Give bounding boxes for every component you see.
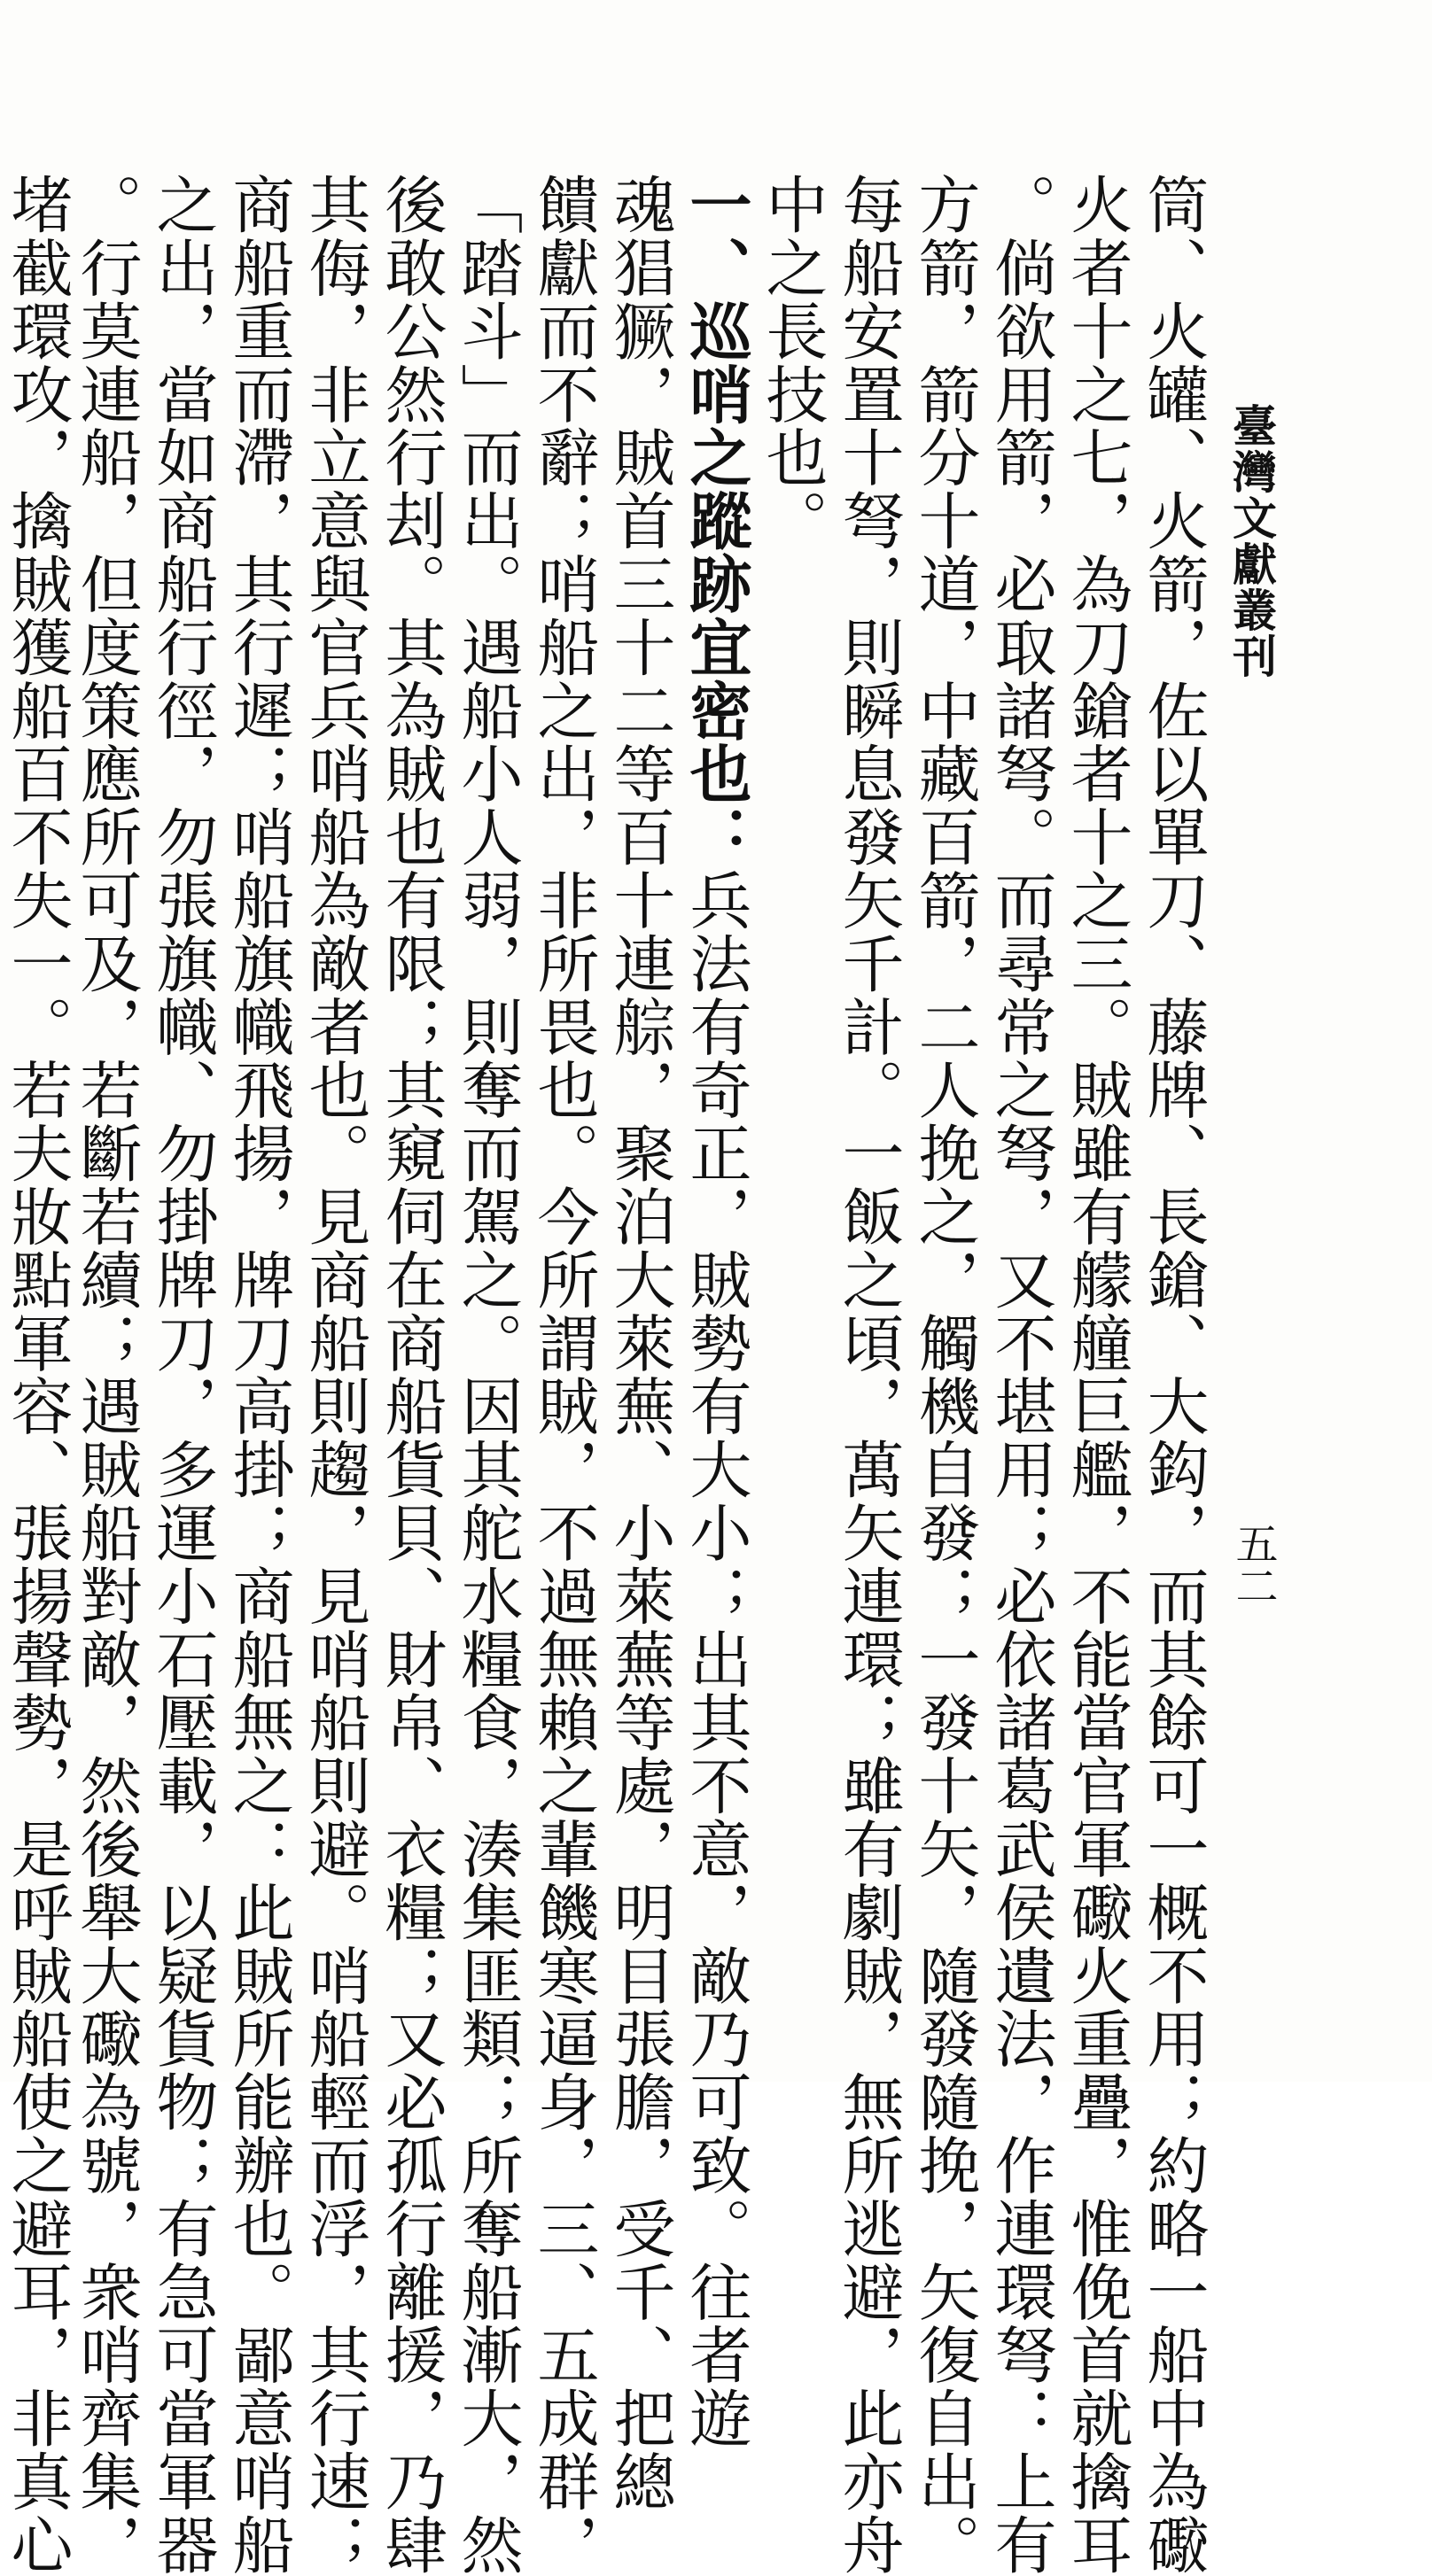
text-column-5 bbox=[832, 173, 905, 2576]
page-number: 五二 bbox=[1228, 1522, 1278, 1607]
column-text: 兵法有奇正，賊勢有大小；出其不意，敵乃可致。往者遊 bbox=[680, 868, 752, 2450]
text-column-12 bbox=[299, 173, 371, 2576]
section-heading: 一、巡哨之蹤跡宜密也： bbox=[680, 173, 753, 869]
text-column-9 bbox=[527, 173, 600, 2576]
column-text: 堵截環攻，擒賊獲船百不失一。若夫妝點軍容、張揚聲勢，是呼賊船使之避耳，非真心 bbox=[1, 173, 74, 2576]
text-column-4 bbox=[908, 173, 981, 2576]
running-title: 臺灣文獻叢刊 bbox=[1226, 403, 1278, 679]
text-column-15 bbox=[70, 173, 143, 2576]
text-column-3 bbox=[984, 173, 1057, 2576]
column-text: 筒、火罐、火箭，佐以單刀、藤牌、長鎗、大鈎，而其餘可一概不用；約略一船中為礮 bbox=[1137, 173, 1210, 2576]
column-text: 每船安置十弩，則瞬息發矢千計。一飯之頃，萬矢連環；雖有劇賊，無所逃避，此亦舟 bbox=[832, 173, 905, 2576]
text-column-8 bbox=[603, 173, 676, 2513]
text-column-1 bbox=[1137, 173, 1210, 2576]
text-column-7 bbox=[680, 173, 753, 2450]
column-text: 商船重而滯，其行遲；哨船旗幟飛揚，牌刀高掛；商船無之：此賊所能辦也。鄙意哨船 bbox=[222, 173, 295, 2576]
text-column-13 bbox=[222, 173, 295, 2576]
column-text: 之出，當如商船行徑，勿張旗幟、勿掛牌刀，多運小石壓載，以疑貨物；有急可當軍器 bbox=[146, 173, 219, 2576]
column-text: 中之長技也。 bbox=[756, 173, 829, 553]
column-text: 其侮，非立意與官兵哨船為敵者也。見商船則趨，見哨船則避。哨船輕而浮，其行速； bbox=[299, 173, 371, 2576]
text-column-6 bbox=[756, 173, 829, 1998]
column-text: 後敢公然行刦。其為賊也有限；其窺伺在商船貨貝、財帛、衣糧；又必孤行離援，乃肆 bbox=[375, 173, 448, 2576]
column-text: 。倘欲用箭，必取諸弩。而尋常之弩，又不堪用；必依諸葛武侯遺法，作連環弩：上有 bbox=[984, 173, 1057, 2576]
text-column-10 bbox=[451, 173, 524, 2576]
text-column-11 bbox=[375, 173, 448, 2576]
text-column-16 bbox=[1, 173, 74, 2576]
column-text: 。行莫連船，但度策應所可及，若斷若續；遇賊船對敵，然後舉大礮為號，衆哨齊集， bbox=[70, 173, 143, 2576]
column-text: 饋獻而不辭；哨船之出，非所畏也。今所謂賊，不過無賴之輩饑寒逼身，三、五成群， bbox=[527, 173, 600, 2576]
column-text: 「踏斗」而出。遇船小人弱，則奪而駕之。因其舵水糧食，湊集匪類；所奪船漸大，然 bbox=[451, 173, 524, 2576]
column-text: 魂猖獗，賊首三十二等百十連䑸，聚泊大萊蕪、小萊蕪等處，明目張膽，受千、把總 bbox=[603, 173, 676, 2513]
column-text: 火者十之七，為刀鎗者十之三。賊雖有艨艟巨艦，不能當官軍礮火重疊，惟俛首就擒耳 bbox=[1061, 173, 1133, 2576]
column-text: 方箭，箭分十道，中藏百箭，二人挽之，觸機自發；一發十矢，隨發隨挽，矢復自出。 bbox=[908, 173, 981, 2576]
text-column-14 bbox=[146, 173, 219, 2576]
text-column-2 bbox=[1061, 173, 1133, 2576]
